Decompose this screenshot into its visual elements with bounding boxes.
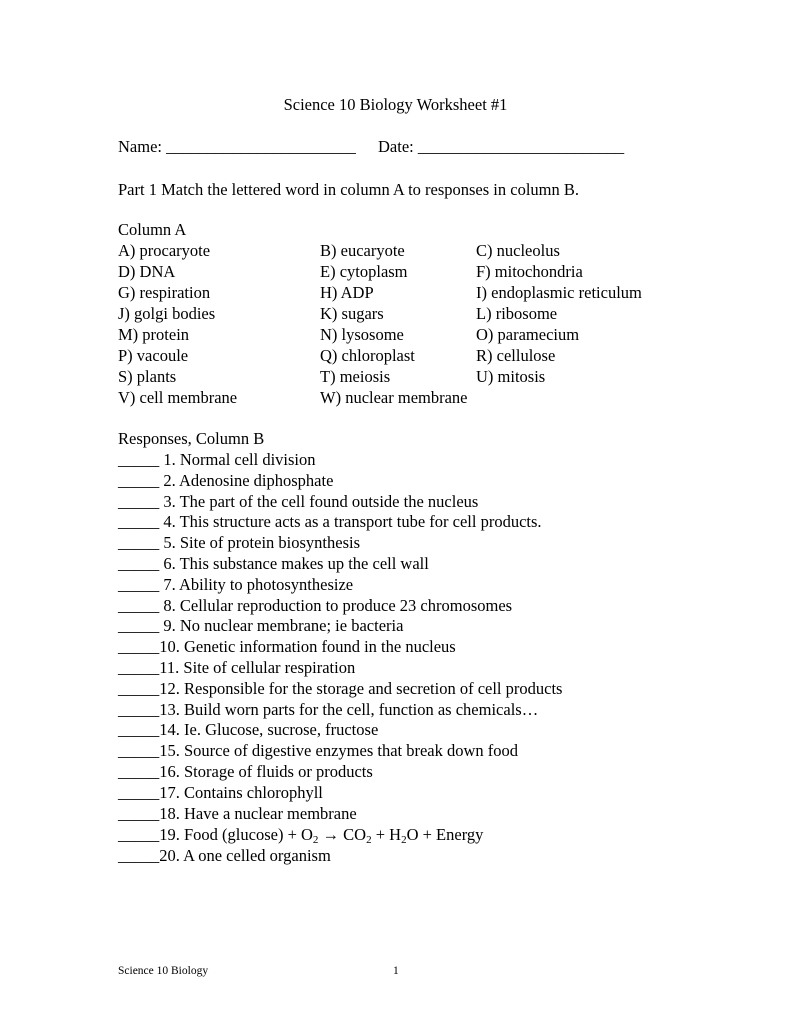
column-a-term: K) sugars: [320, 304, 384, 323]
response-19-prefix: _____19. Food (glucose) + O: [118, 825, 313, 844]
o2-subscript: 2: [312, 834, 319, 846]
column-a-term: B) eucaryote: [320, 241, 405, 260]
response-item: _____13. Build worn parts for the cell, function as chemicals…: [118, 699, 539, 719]
column-a-term: F) mitochondria: [476, 262, 583, 281]
column-a-term: A) procaryote: [118, 241, 211, 260]
response-item: _____ 9. No nuclear membrane; ie bacteria: [118, 616, 404, 636]
response-item: _____ 6. This substance makes up the cell wall: [118, 554, 429, 573]
name-line: Name: _______________________: [118, 137, 356, 156]
response-item: _____14. Ie. Glucose, sucrose, fructose: [118, 720, 379, 740]
co2-subscript: 2: [366, 834, 372, 846]
page-number: 1: [393, 965, 399, 977]
page-title: Science 10 Biology Worksheet #1: [283, 95, 508, 114]
response-item: _____ 8. Cellular reproduction to produce 23 chromosomes: [118, 595, 513, 615]
column-a-term: G) respiration: [118, 283, 211, 302]
column-a-term: D) DNA: [118, 262, 176, 281]
column-a-term: N) lysosome: [320, 325, 404, 344]
part1-instructions: Part 1 Match the lettered word in column A to responses in column B.: [118, 180, 580, 199]
column-a-term: E) cytoplasm: [320, 262, 408, 281]
date-line: Date: _________________________: [378, 137, 625, 156]
column-a-term: O) paramecium: [476, 325, 580, 344]
response-item: _____ 4. This structure acts as a transport tube for cell products.: [118, 512, 542, 532]
column-a-term: C) nucleolus: [476, 241, 560, 260]
h2o-subscript: 2: [401, 834, 407, 846]
response-item: _____17. Contains chlorophyll: [118, 782, 323, 802]
column-a-term: P) vacoule: [118, 346, 189, 365]
response-item: _____ 2. Adenosine diphosphate: [118, 470, 334, 490]
plus-h: + H: [371, 825, 402, 844]
response-item: _____ 5. Site of protein biosynthesis: [118, 533, 360, 553]
column-a-term: V) cell membrane: [118, 388, 238, 407]
footer-course: Science 10 Biology: [118, 965, 209, 977]
column-a-term: H) ADP: [320, 283, 374, 302]
column-b-heading: Responses, Column B: [118, 429, 265, 448]
column-a-term: R) cellulose: [476, 346, 556, 365]
response-item: _____15. Source of digestive enzymes that break down food: [118, 741, 519, 761]
column-a-heading: Column A: [118, 220, 187, 239]
column-a-term: I) endoplasmic reticulum: [476, 283, 642, 302]
column-a-term: W) nuclear membrane: [320, 388, 468, 407]
column-a-term: T) meiosis: [320, 367, 391, 386]
response-item: _____ 3. The part of the cell found outside the nucleus: [118, 491, 479, 511]
column-a-term: S) plants: [118, 367, 177, 386]
response-item: _____18. Have a nuclear membrane: [118, 803, 357, 823]
response-19-rest: O + Energy: [406, 825, 484, 844]
response-item: [118, 825, 483, 845]
arrow-co2: → CO: [318, 825, 367, 844]
column-a-term: Q) chloroplast: [320, 346, 415, 365]
response-item: _____16. Storage of fluids or products: [118, 762, 373, 781]
column-a-term: J) golgi bodies: [118, 304, 216, 323]
column-a-term: M) protein: [118, 325, 190, 344]
column-a-term: U) mitosis: [476, 367, 546, 386]
column-a-term: L) ribosome: [476, 304, 558, 323]
response-item: _____12. Responsible for the storage and secretion of cell products: [118, 678, 563, 698]
response-item: _____ 1. Normal cell division: [118, 450, 316, 469]
response-item: _____20. A one celled organism: [118, 846, 331, 865]
response-item: _____10. Genetic information found in the nucleus: [118, 637, 456, 657]
response-item: _____ 7. Ability to photosynthesize: [118, 574, 354, 594]
response-item: _____11. Site of cellular respiration: [118, 658, 356, 677]
